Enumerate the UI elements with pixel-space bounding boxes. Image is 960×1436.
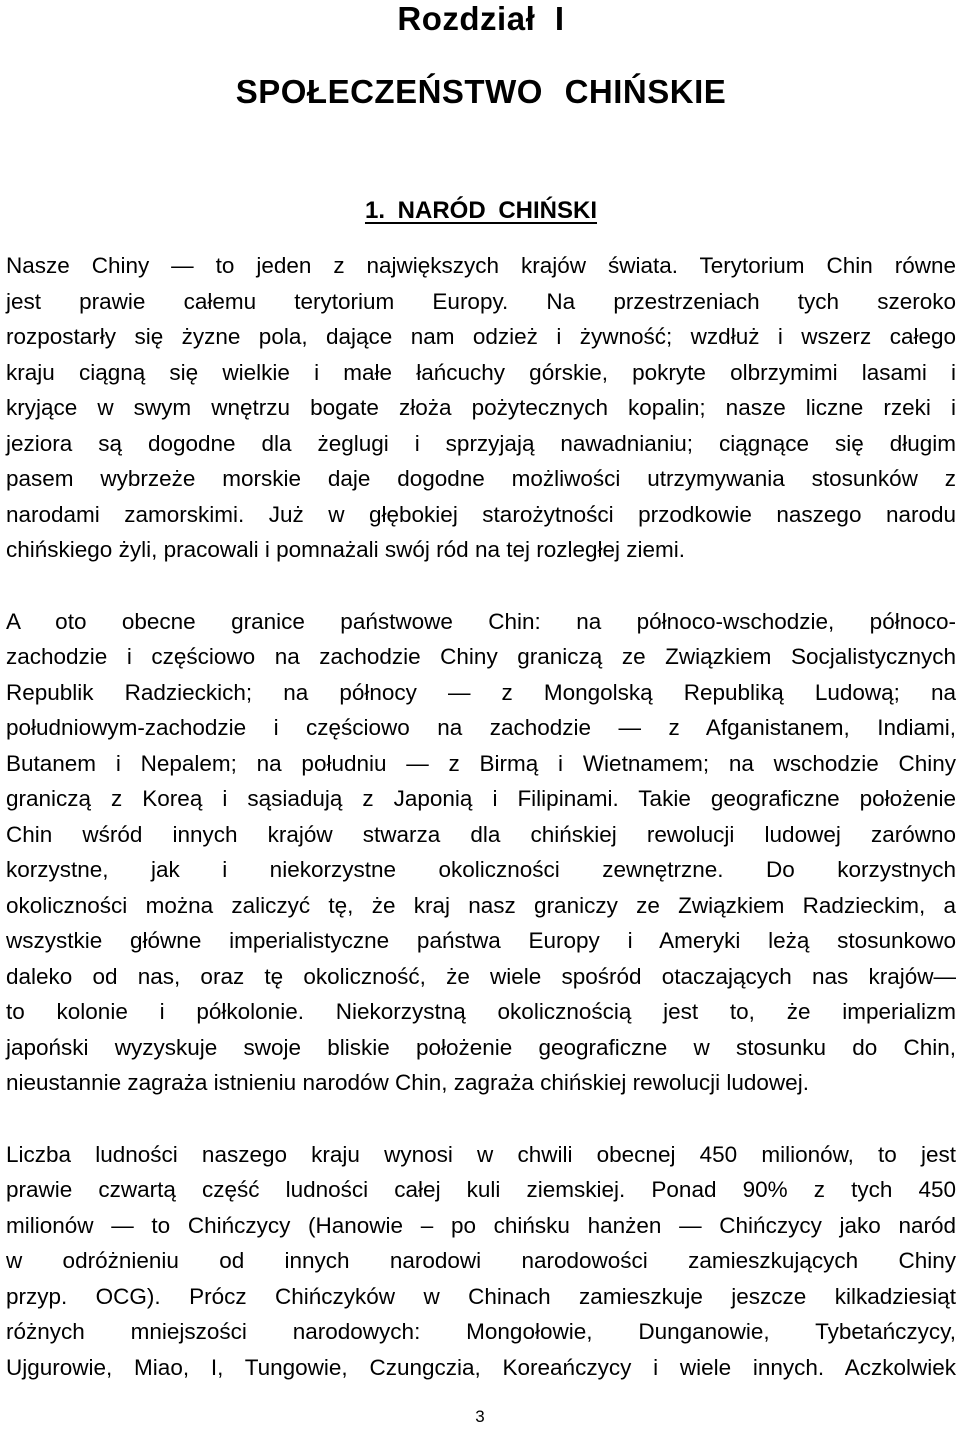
paragraph	[6, 248, 956, 568]
text-line: narodami zamorskimi. Już w głębokiej starożytności przodkowie naszego narodu	[6, 501, 956, 527]
text-line: to kolonie i półkolonie. Niekorzystną okolicznością jest to, że imperializm	[6, 999, 956, 1024]
text-line: japoński wyzyskuje swoje bliskie położenie geograficzne w stosunku do Chin,	[6, 1034, 956, 1060]
text-line: przyp. OCG). Prócz Chińczyków w Chinach zamieszkuje jeszcze kilkadziesiąt	[6, 1283, 956, 1309]
page-number: 3	[475, 1407, 485, 1426]
text-line: Republik Radzieckich; na północy — z Mongolską Republiką Ludową; na	[6, 679, 956, 705]
document-page	[6, 0, 956, 1385]
text-line: A oto obecne granice państwowe Chin: na północo-wschodzie, północo-	[6, 608, 956, 634]
text-line: wszystkie główne imperialistyczne państwa Europy i Ameryki leżą stosunkowo	[6, 928, 956, 953]
text-line: Ujgurowie, Miao, I, Tungowie, Czungczia, Koreańczycy i wiele innych. Aczkolwiek	[6, 1354, 956, 1380]
text-line: korzystne, jak i niekorzystne okoliczności zewnętrzne. Do korzystnych	[6, 857, 956, 882]
text-line: jeziora są dogodne dla żeglugi i sprzyjają nawadnianiu; ciągnące się długim	[6, 430, 956, 456]
text-line: Butanem i Nepalem; na południu — z Birmą i Wietnamem; na wschodzie Chiny	[6, 750, 956, 776]
text-line: południowym-zachodzie i częściowo na zachodzie — z Afganistanem, Indiami,	[6, 715, 956, 740]
section-heading: 1. NARÓD CHIŃSKI	[364, 197, 598, 224]
text-line: rozpostarły się żyzne pola, dające nam odzież i żywność; wzdłuż i wszerz całego	[6, 324, 956, 349]
chapter-subtitle: SPOŁECZEŃSTWO CHIŃSKIE	[235, 73, 727, 110]
chapter-title: Rozdział I	[397, 0, 565, 37]
text-line: kryjące w swym wnętrzu bogate złoża pożytecznych kopalin; nasze liczne rzeki i	[6, 395, 956, 420]
text-line: Chin wśród innych krajów stwarza dla chińskiej rewolucji ludowej zarówno	[6, 821, 956, 847]
text-line: prawie czwartą część ludności całej kuli ziemskiej. Ponad 90% z tych 450	[6, 1177, 956, 1202]
text-line: jest prawie całemu terytorium Europy. Na przestrzeniach tych szeroko	[6, 288, 956, 314]
text-line: Liczba ludności naszego kraju wynosi w chwili obecnej 450 milionów, to jest	[6, 1141, 956, 1167]
text-line: milionów — to Chińczycy (Hanowie – po chińsku hanżen — Chińczycy jako naród	[6, 1212, 956, 1238]
text-line: Nasze Chiny — to jeden z największych krajów świata. Terytorium Chin równe	[6, 253, 956, 278]
text-line: nieustannie zagraża istnieniu narodów Chin, zagraża chińskiej rewolucji ludowej.	[6, 1070, 809, 1095]
text-line: okoliczności można zaliczyć tę, że kraj nasz graniczy ze Związkiem Radzieckim, a	[6, 892, 956, 918]
text-line: graniczą z Koreą i sąsiadują z Japonią i Filipinami. Takie geograficzne położenie	[6, 786, 956, 811]
text-line: pasem wybrzeże morskie daje dogodne możliwości utrzymywania stosunków z	[6, 466, 956, 491]
text-line: chińskiego żyli, pracowali i pomnażali swój ród na tej rozległej ziemi.	[6, 537, 686, 562]
text-line: zachodzie i częściowo na zachodzie Chiny graniczą ze Związkiem Socjalistycznych	[6, 644, 956, 669]
text-line: kraju ciągną się wielkie i małe łańcuchy górskie, pokryte olbrzymimi lasami i	[6, 359, 956, 385]
paragraph	[6, 1137, 956, 1386]
text-line: daleko od nas, oraz tę okoliczność, że wiele spośród otaczających nas krajów—	[6, 963, 956, 989]
text-line: w odróżnieniu od innych narodowi narodowości zamieszkujących Chiny	[6, 1248, 956, 1273]
text-line: różnych mniejszości narodowych: Mongołowie, Dunganowie, Tybetańczycy,	[6, 1319, 956, 1344]
paragraph	[6, 604, 956, 1101]
